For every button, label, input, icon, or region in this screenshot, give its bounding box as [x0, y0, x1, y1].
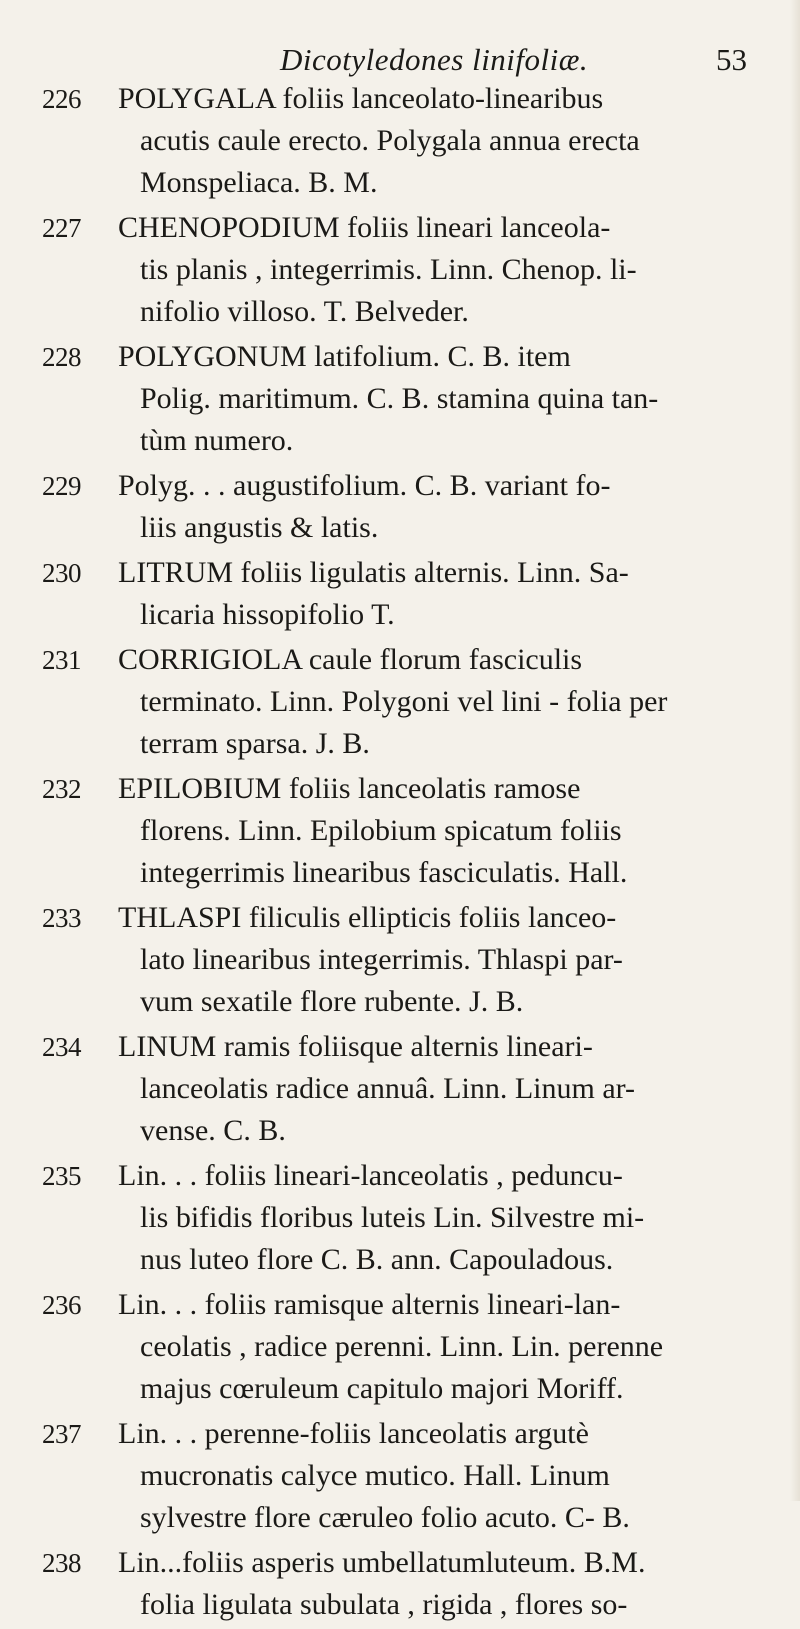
catalogue-entry	[0, 768, 758, 894]
entry-text-line: Lin...foliis asperis umbellatumluteum. B.M.	[118, 1546, 646, 1579]
entry-text-line: vum sexatile flore rubente. J. B.	[140, 985, 524, 1018]
catalogue-entry	[0, 1284, 758, 1410]
entry-number: 232	[42, 774, 81, 804]
entry-text-line: nifolio villoso. T. Belveder.	[140, 295, 469, 328]
entry-text-line: mucronatis calyce mutico. Hall. Linum	[140, 1459, 610, 1492]
catalogue-entry	[0, 207, 758, 333]
entry-number: 226	[42, 84, 81, 114]
entry-text-line: folia ligulata subulata , rigida , flores so-	[140, 1588, 628, 1621]
entry-number: 228	[42, 342, 81, 372]
entry-number: 236	[42, 1290, 81, 1320]
entry-text-line: THLASPI filiculis ellipticis foliis lanceo-	[118, 901, 617, 934]
entry-number: 237	[42, 1419, 81, 1449]
entry-text-line: majus cœruleum capitulo majori Moriff.	[140, 1372, 624, 1405]
entry-text-line: sylvestre flore cæruleo folio acuto. C- B.	[140, 1501, 630, 1534]
entry-number: 235	[42, 1161, 81, 1191]
catalogue-entry	[0, 78, 758, 204]
entry-text-line: tis planis , integerrimis. Linn. Chenop. li-	[140, 253, 637, 286]
catalogue-entry	[0, 897, 758, 1023]
page-number: 53	[716, 42, 747, 77]
entry-text-line: vense. C. B.	[140, 1114, 286, 1147]
entry-text-line: Lin. . . foliis lineari-lanceolatis , peduncu-	[118, 1159, 623, 1192]
entry-text-line: lanceolatis radice annuâ. Linn. Linum ar-	[140, 1072, 636, 1105]
entry-text-line: LINUM ramis foliisque alternis lineari-	[118, 1030, 593, 1063]
entry-text-line: licaria hissopifolio T.	[140, 598, 395, 631]
entry-text-line: POLYGONUM latifolium. C. B. item	[118, 340, 571, 373]
catalogue-entry	[0, 552, 758, 636]
entry-text-line: Lin. . . perenne-foliis lanceolatis argutè	[118, 1417, 589, 1450]
entry-text-line: LITRUM foliis ligulatis alternis. Linn. Sa-	[118, 556, 629, 589]
entry-list	[0, 78, 800, 1629]
catalogue-entry	[0, 1155, 758, 1281]
entry-text-line: lato linearibus integerrimis. Thlaspi par-	[140, 943, 623, 976]
entry-text-line: Lin. . . foliis ramisque alternis lineari-lan-	[118, 1288, 621, 1321]
entry-text-line: nus luteo flore C. B. ann. Capouladous.	[140, 1243, 614, 1276]
entry-number: 234	[42, 1032, 81, 1062]
entry-text-line: acutis caule erecto. Polygala annua erecta	[140, 124, 640, 157]
entry-text-line: ceolatis , radice perenni. Linn. Lin. perenne	[140, 1330, 664, 1363]
entry-number: 230	[42, 558, 81, 588]
entry-text-line: terminato. Linn. Polygoni vel lini - folia per	[140, 685, 668, 718]
entry-number: 229	[42, 471, 81, 501]
entry-text-line: florens. Linn. Epilobium spicatum foliis	[140, 814, 622, 847]
entry-text-line: liis angustis & latis.	[140, 511, 379, 544]
entry-text-line: POLYGALA foliis lanceolato-linearibus	[118, 82, 604, 115]
entry-text-line: integerrimis linearibus fasciculatis. Hall.	[140, 856, 628, 889]
catalogue-entry	[0, 1542, 758, 1626]
entry-number: 227	[42, 213, 81, 243]
catalogue-entry	[0, 465, 758, 549]
entry-text-line: lis bifidis floribus luteis Lin. Silvestre mi-	[140, 1201, 645, 1234]
entry-text-line: Polyg. . . augustifolium. C. B. variant fo-	[118, 469, 611, 502]
entry-number: 233	[42, 903, 81, 933]
catalogue-entry	[0, 1026, 758, 1152]
catalogue-entry	[0, 1413, 758, 1539]
running-title: Dicotyledones linifoliæ.	[280, 42, 589, 77]
entry-text-line: Monspeliaca. B. M.	[140, 166, 378, 199]
catalogue-entry	[0, 336, 758, 462]
entry-number: 238	[42, 1548, 81, 1578]
entry-number: 231	[42, 645, 81, 675]
entry-text-line: CORRIGIOLA caule florum fasciculis	[118, 643, 583, 676]
entry-text-line: terram sparsa. J. B.	[140, 727, 370, 760]
entry-text-line: tùm numero.	[140, 424, 294, 457]
catalogue-entry	[0, 639, 758, 765]
page-header	[0, 42, 800, 82]
entry-text-line: CHENOPODIUM foliis lineari lanceola-	[118, 211, 611, 244]
entry-text-line: Polig. maritimum. C. B. stamina quina tan-	[140, 382, 659, 415]
entry-text-line: EPILOBIUM foliis lanceolatis ramose	[118, 772, 581, 805]
